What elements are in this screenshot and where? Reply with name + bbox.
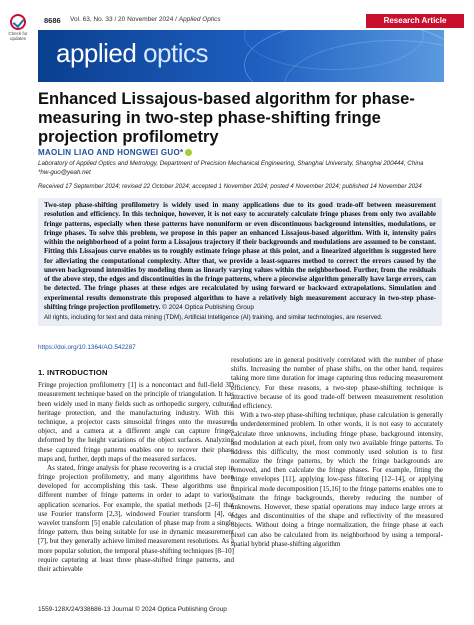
check-for-updates-badge[interactable] [4, 14, 32, 44]
paragraph: As stated, fringe analysis for phase recovering is a crucial step in fringe projection profilometry, and many algorithms have been developed for accomplishing this task. These algorithms use a different number of fringe patterns in order to adapt to various application scenarios. For example, the spatial methods [2–6] that use Fourier transform [2,3], windowed Fourier transform [4], or wavelet transform [5] enable calculation of phase map from a single fringe pattern, thus being suitable for use in dynamic measurement [7], but they generally achieve limited measurement resolutions. As a more popular solution, the temporal phase-shifting techniques [8–10] require capturing at least three phase-shifted fringe patterns, and their achievable [38, 463, 234, 573]
paragraph: Fringe projection profilometry [1] is a noncontact and full-field 3D measurement technique based on the principle of triangulation. It has been widely used in many fields such as orthopedic surgery, cultural heritage protection, and the manufacturing industry. With this technique, a projector casts sinusoidal fringes onto the measured object, and a camera at a different angle can capture fringes deformed by the height variations of the object surfaces. Analyzing these captured fringe patterns enables one to recover their phase maps and, further, depth maps of the measured surfaces. [38, 381, 234, 463]
journal-italic: Applied Optics [178, 16, 221, 23]
right-column [231, 356, 443, 549]
author-list: MAOLIN LIAO AND HONGWEI GUO* [38, 148, 192, 157]
article-title: Enhanced Lissajous-based algorithm for phase-measuring in two-step phase-shifting fringe projection profilometry [38, 90, 415, 146]
rights-statement: All rights, including for text and data mining (TDM), Artificial Intelligence (AI) training, and similar technologies, are reserved. [44, 314, 383, 321]
journal-banner [38, 30, 444, 82]
received-dates: Received 17 September 2024; revised 22 October 2024; accepted 1 November 2024; posted 4 November 2024; published 14 November 2024 [38, 183, 422, 190]
volume-info: Vol. 63, No. 33 / 20 November 2024 / Applied Optics [70, 16, 221, 23]
paragraph: With a two-step phase-shifting technique, phase calculation is generally an underdetermined problem. In other words, it is not easy to accurately calculate three unknowns, including fringe phase, background intensity, and modulation at each pixel, from only two available fringe patterns. To address this difficulty, the most commonly used solution is to first normalize the fringe patterns, by which the fringe backgrounds are removed, and then calculate the fringe phases. For example, fitting the fringe envelopes [11], applying low-pass filtering [12–14], or applying empirical mode decomposition [15,16] to the fringe patterns enables one to estimate the fringe backgrounds, thereby reducing the number of unknowns. However, these spatial operations may induce large errors at edges and discontinuities of the shape and reflectivity of the measured objects. Without doing a fringe normalization, the fringe phase at each pixel can also be calculated from its neighborhood by using a temporal-spatial hybrid phase-shifting algorithm [231, 411, 443, 548]
abstract-text: Two-step phase-shifting profilometry is widely used in many applications due to its good trade-off between measurement resolution and efficiency. In this technique, however, it is not easy to accurately calculate fringe phases from only two available fringe patterns, especially when these patterns have nonuniform or even discontinuous background intensities, modulations, or fringe phases. To solve this problem, we propose in this paper an enhanced Lissajous-based algorithm. With it, intensity pairs within the neighborhood of a point form a Lissajous trajectory if their backgrounds and modulations are assumed to be constant. Fitting this Lissajous curve enables us to roughly estimate fringe phase at this point, and a linearized algorithm is suggested here for alleviating the computational complexity. After that, we provide a least-squares method to correct the errors caused by the uneven background intensities by modeling them as linearly varying values within the neighborhood. Further, from the residuals of the above step, the edges and discontinuities in the fringe patterns, where a piecewise algorithm generally have large errors, can be detected. The fringe phases at these edges are recalculated by using forward or backward extrapolations. Simulation and experimental results demonstrate this proposed algorithm to have a relatively high measurement accuracy in two-step phase-shifting fringe projection profilometry. [44, 201, 436, 311]
journal-logo: applied optics [56, 38, 209, 68]
left-column [38, 368, 234, 574]
doi-link[interactable]: https://doi.org/10.1364/AO.542287 [38, 344, 136, 351]
article-type-badge: Research Article [366, 14, 464, 28]
check-updates-label: Check for updates [8, 31, 28, 41]
affiliation: Laboratory of Applied Optics and Metrology, Department of Precision Mechanical Engineering, Shanghai University, Shanghai 200444, China *hw-guo@yeah.net [38, 160, 442, 177]
abstract-box [38, 198, 442, 326]
page-footer: 1559-128X/24/338686-13 Journal © 2024 Optica Publishing Group [38, 606, 227, 613]
orcid-icon[interactable] [185, 149, 192, 156]
copyright: © 2024 Optica Publishing Group [162, 303, 254, 311]
section-heading: 1. INTRODUCTION [38, 368, 108, 377]
page-number: 8686 [44, 16, 61, 25]
corresponding-email[interactable]: *hw-guo@yeah.net [38, 168, 91, 176]
page-header [38, 14, 464, 28]
paragraph: resolutions are in general positively correlated with the number of phase shifts. Increasing the number of phase shifts, on the other hand, requires taking more time duration for image capturing thus reducing measurement efficiency. For these reasons, a two-step phase-shifting technique is attractive because of its good trade-off between measurement resolution and efficiency. [231, 356, 443, 410]
check-updates-icon [10, 14, 26, 30]
